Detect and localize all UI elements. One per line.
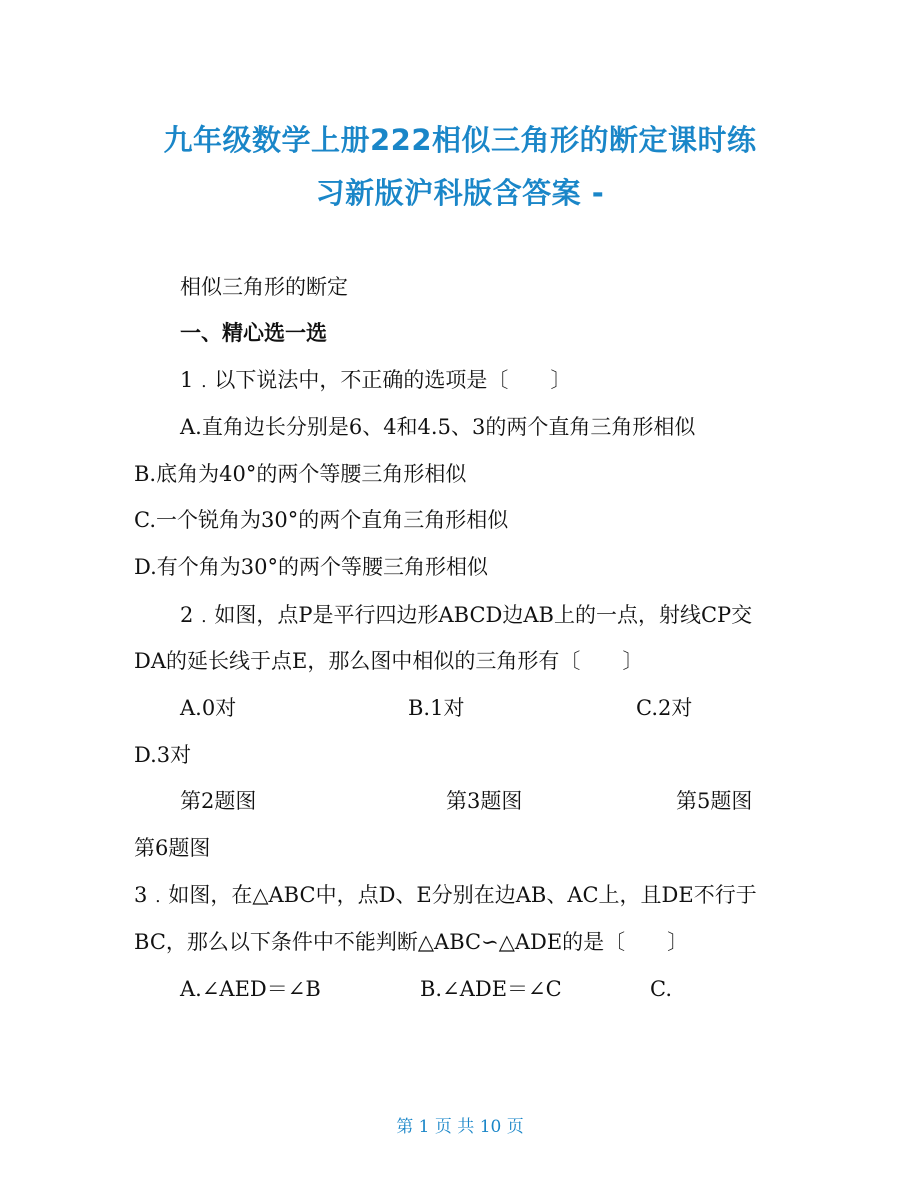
question-1-option-a: A.直角边长分别是6、4和4.5、3的两个直角三角形相似: [180, 415, 696, 439]
question-2-option-a: A.0对: [180, 696, 237, 720]
question-1-stem: 1﹒以下说法中，不正确的选项是〔 〕: [180, 368, 572, 392]
question-2-stem-line-1: 2﹒如图，点P是平行四边形ABCD边AB上的一点，射线CP交: [180, 603, 753, 627]
question-2-option-d: D.3对: [134, 743, 192, 767]
page-footer: 第 1 页 共 10 页: [396, 1117, 524, 1137]
question-3-option-a: A.∠AED＝∠B: [180, 977, 321, 1001]
question-2-option-c: C.2对: [636, 696, 693, 720]
question-3-option-c: C.: [650, 977, 672, 1001]
document-title-line-2: 习新版沪科版含答案 -: [315, 176, 605, 210]
question-3-stem-line-2: BC，那么以下条件中不能判断△ABC∽△ADE的是〔 〕: [134, 930, 689, 954]
section-heading: 一、精心选一选: [180, 320, 327, 345]
figure-label-5: 第5题图: [676, 789, 753, 813]
figure-label-6: 第6题图: [134, 836, 211, 860]
question-2-option-b: B.1对: [408, 696, 465, 720]
question-2-stem-line-2: DA的延长线于点E，那么图中相似的三角形有〔 〕: [134, 649, 644, 673]
question-3-stem-line-1: 3﹒如图，在△ABC中，点D、E分别在边AB、AC上，且DE不行于: [134, 883, 757, 907]
question-1-option-b: B.底角为40°的两个等腰三角形相似: [134, 462, 467, 486]
subtitle: 相似三角形的断定: [180, 275, 348, 299]
question-3-option-b: B.∠ADE＝∠C: [420, 977, 562, 1001]
question-1-option-c: C.一个锐角为30°的两个直角三角形相似: [134, 508, 509, 532]
document-title-line-1: 九年级数学上册222相似三角形的断定课时练: [163, 123, 757, 157]
question-1-option-d: D.有个角为30°的两个等腰三角形相似: [134, 555, 488, 579]
figure-label-3: 第3题图: [446, 789, 523, 813]
figure-label-2: 第2题图: [180, 789, 257, 813]
